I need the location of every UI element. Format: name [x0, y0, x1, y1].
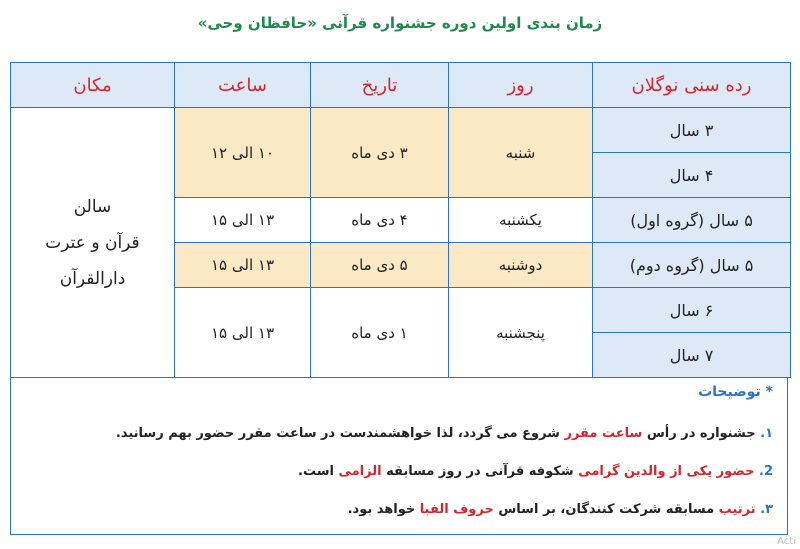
age-cell: ۷ سال — [593, 333, 791, 378]
note-number: ۳. — [760, 502, 773, 517]
date-cell: ۳ دی ماه — [311, 108, 449, 198]
day-cell: دوشنبه — [449, 243, 593, 288]
age-cell: ۶ سال — [593, 288, 791, 333]
note-text: شکوفه قرآنی در روز مسابقه — [381, 464, 579, 479]
note-emphasis: حضور یکی از والدین گرامی — [578, 464, 755, 479]
note-text: جشنواره در رأس — [642, 426, 761, 441]
header-date: تاریخ — [311, 63, 449, 108]
time-cell: ۱۳ الی ۱۵ — [175, 288, 311, 378]
note-text: است. — [298, 464, 339, 479]
note-1 — [116, 426, 773, 441]
date-cell: ۵ دی ماه — [311, 243, 449, 288]
table-row — [11, 108, 791, 153]
header-day: روز — [449, 63, 593, 108]
day-cell: پنجشنبه — [449, 288, 593, 378]
header-row — [11, 63, 791, 108]
watermark-text: Acti — [777, 536, 796, 547]
time-cell: ۱۳ الی ۱۵ — [175, 243, 311, 288]
note-number: 2. — [759, 464, 773, 479]
header-age: رده سنی نوگلان — [593, 63, 791, 108]
page-title: زمان بندی اولین دوره جشنواره قرآنی «حافظان وحی» — [197, 14, 603, 32]
place-line: دارالقرآن — [59, 268, 126, 289]
notes-box — [10, 377, 788, 535]
note-emphasis: ترتیب — [718, 502, 761, 517]
day-cell: شنبه — [449, 108, 593, 198]
place-line: قرآن و عترت — [45, 232, 140, 253]
day-cell: یکشنبه — [449, 198, 593, 243]
note-3 — [348, 502, 773, 517]
note-2 — [298, 464, 773, 479]
time-cell: ۱۳ الی ۱۵ — [175, 198, 311, 243]
date-cell: ۴ دی ماه — [311, 198, 449, 243]
age-cell: ۵ سال (گروه اول) — [593, 198, 791, 243]
date-cell: ۱ دی ماه — [311, 288, 449, 378]
note-number: ۱. — [760, 426, 773, 441]
notes-title: * توضیحات — [698, 384, 773, 400]
note-emphasis: حروف الفبا — [419, 502, 494, 517]
header-place: مکان — [11, 63, 175, 108]
age-cell: ۴ سال — [593, 153, 791, 198]
place-line: سالن — [73, 196, 112, 217]
age-cell: ۳ سال — [593, 108, 791, 153]
note-text: خواهد بود. — [347, 502, 420, 517]
age-cell: ۵ سال (گروه دوم) — [593, 243, 791, 288]
place-cell — [11, 108, 175, 378]
header-time: ساعت — [175, 63, 311, 108]
schedule-table — [10, 62, 791, 378]
note-text: شروع می گردد، لذا خواهشمندست در ساعت مقرر حضور بهم رسانید. — [115, 426, 565, 441]
time-cell: ۱۰ الی ۱۲ — [175, 108, 311, 198]
note-emphasis: الزامی — [338, 464, 382, 479]
note-text: مسابقه شرکت کنندگان، بر اساس — [493, 502, 719, 517]
note-emphasis: ساعت مقرر — [564, 426, 643, 441]
